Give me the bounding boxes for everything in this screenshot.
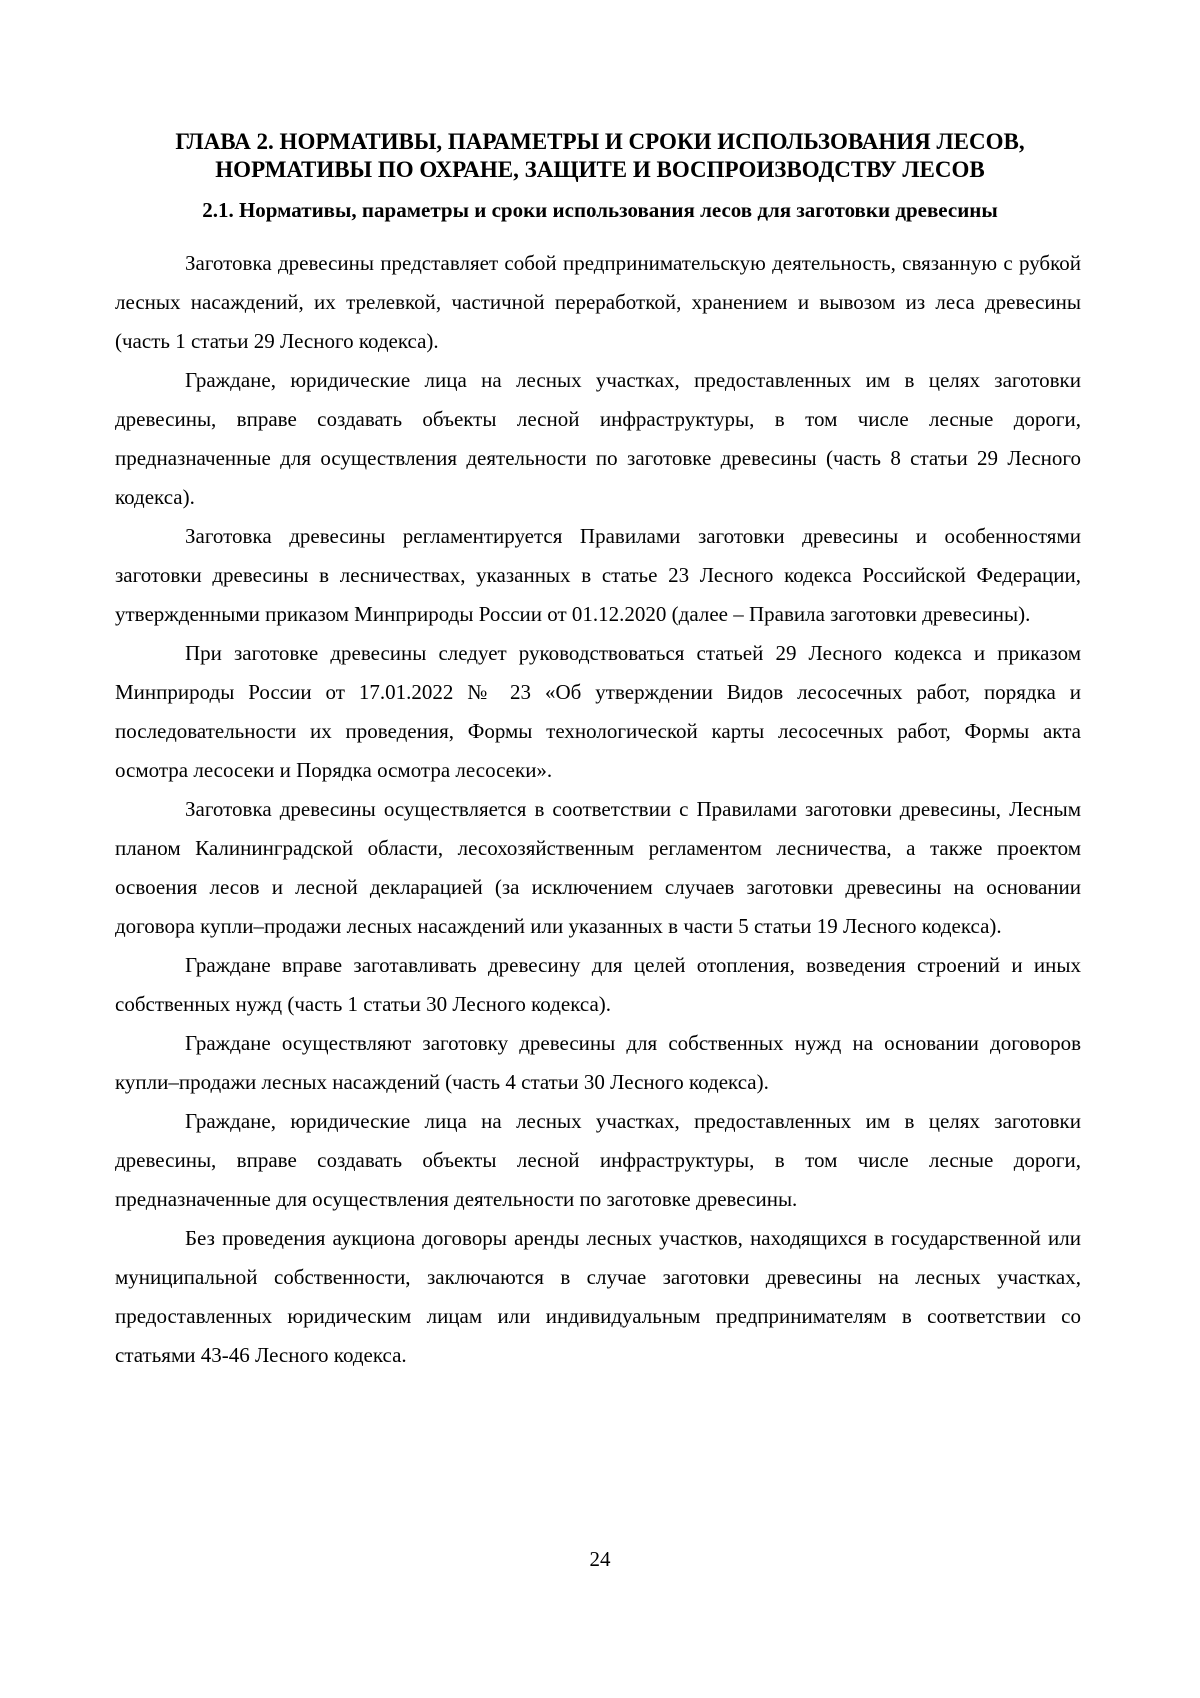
paragraph: Граждане, юридические лица на лесных участках, предоставленных им в целях заготовки древесины, вправе создавать объекты лесной инфраструктуры, в том числе лесные дороги, предназначенные для осуществления деятельности по заготовке древесины. <box>115 1109 1081 1211</box>
chapter-title-line: НОРМАТИВЫ ПО ОХРАНЕ, ЗАЩИТЕ И ВОСПРОИЗВОДСТВУ ЛЕСОВ <box>215 157 985 182</box>
body-text <box>115 244 1081 1375</box>
paragraph: При заготовке древесины следует руководствоваться статьей 29 Лесного кодекса и приказом Минприроды России от 17.01.2022 № 23 «Об утверждении Видов лесосечных работ, порядка и последовательности их проведения, Формы технологической карты лесосечных работ, Формы акта осмотра лесосеки и Порядка осмотра лесосеки». <box>115 641 1081 782</box>
paragraph: Граждане вправе заготавливать древесину для целей отопления, возведения строений и иных собственных нужд (часть 1 статьи 30 Лесного кодекса). <box>115 953 1081 1016</box>
paragraph: Граждане осуществляют заготовку древесины для собственных нужд на основании договоров купли–продажи лесных насаждений (часть 4 статьи 30 Лесного кодекса). <box>115 1031 1081 1094</box>
chapter-title <box>110 128 1090 184</box>
paragraph: Без проведения аукциона договоры аренды лесных участков, находящихся в государственной или муниципальной собственности, заключаются в случае заготовки древесины на лесных участках, предоставленных юридическим лицам или индивидуальным предпринимателям в соответствии со статьями 43-46 Лесного кодекса. <box>115 1226 1081 1367</box>
paragraph: Граждане, юридические лица на лесных участках, предоставленных им в целях заготовки древесины, вправе создавать объекты лесной инфраструктуры, в том числе лесные дороги, предназначенные для осуществления деятельности по заготовке древесины (часть 8 статьи 29 Лесного кодекса). <box>115 368 1081 509</box>
paragraph: Заготовка древесины осуществляется в соответствии с Правилами заготовки древесины, Лесным планом Калининградской области, лесохозяйственным регламентом лесничества, а также проектом освоения лесов и лесной декларацией (за исключением случаев заготовки древесины на основании договора купли–продажи лесных насаждений или указанных в части 5 статьи 19 Лесного кодекса). <box>115 797 1081 938</box>
paragraph: Заготовка древесины представляет собой предпринимательскую деятельность, связанную с рубкой лесных насаждений, их трелевкой, частичной переработкой, хранением и вывозом из леса древесины (часть 1 статьи 29 Лесного кодекса). <box>115 251 1081 353</box>
paragraph: Заготовка древесины регламентируется Правилами заготовки древесины и особенностями заготовки древесины в лесничествах, указанных в статье 23 Лесного кодекса Российской Федерации, утвержденными приказом Минприроды России от 01.12.2020 (далее – Правила заготовки древесины). <box>115 524 1081 626</box>
page-number: 24 <box>589 1547 611 1571</box>
chapter-title-line: ГЛАВА 2. НОРМАТИВЫ, ПАРАМЕТРЫ И СРОКИ ИСПОЛЬЗОВАНИЯ ЛЕСОВ, <box>175 129 1025 154</box>
section-title: 2.1. Нормативы, параметры и сроки использования лесов для заготовки древесины <box>202 198 998 222</box>
